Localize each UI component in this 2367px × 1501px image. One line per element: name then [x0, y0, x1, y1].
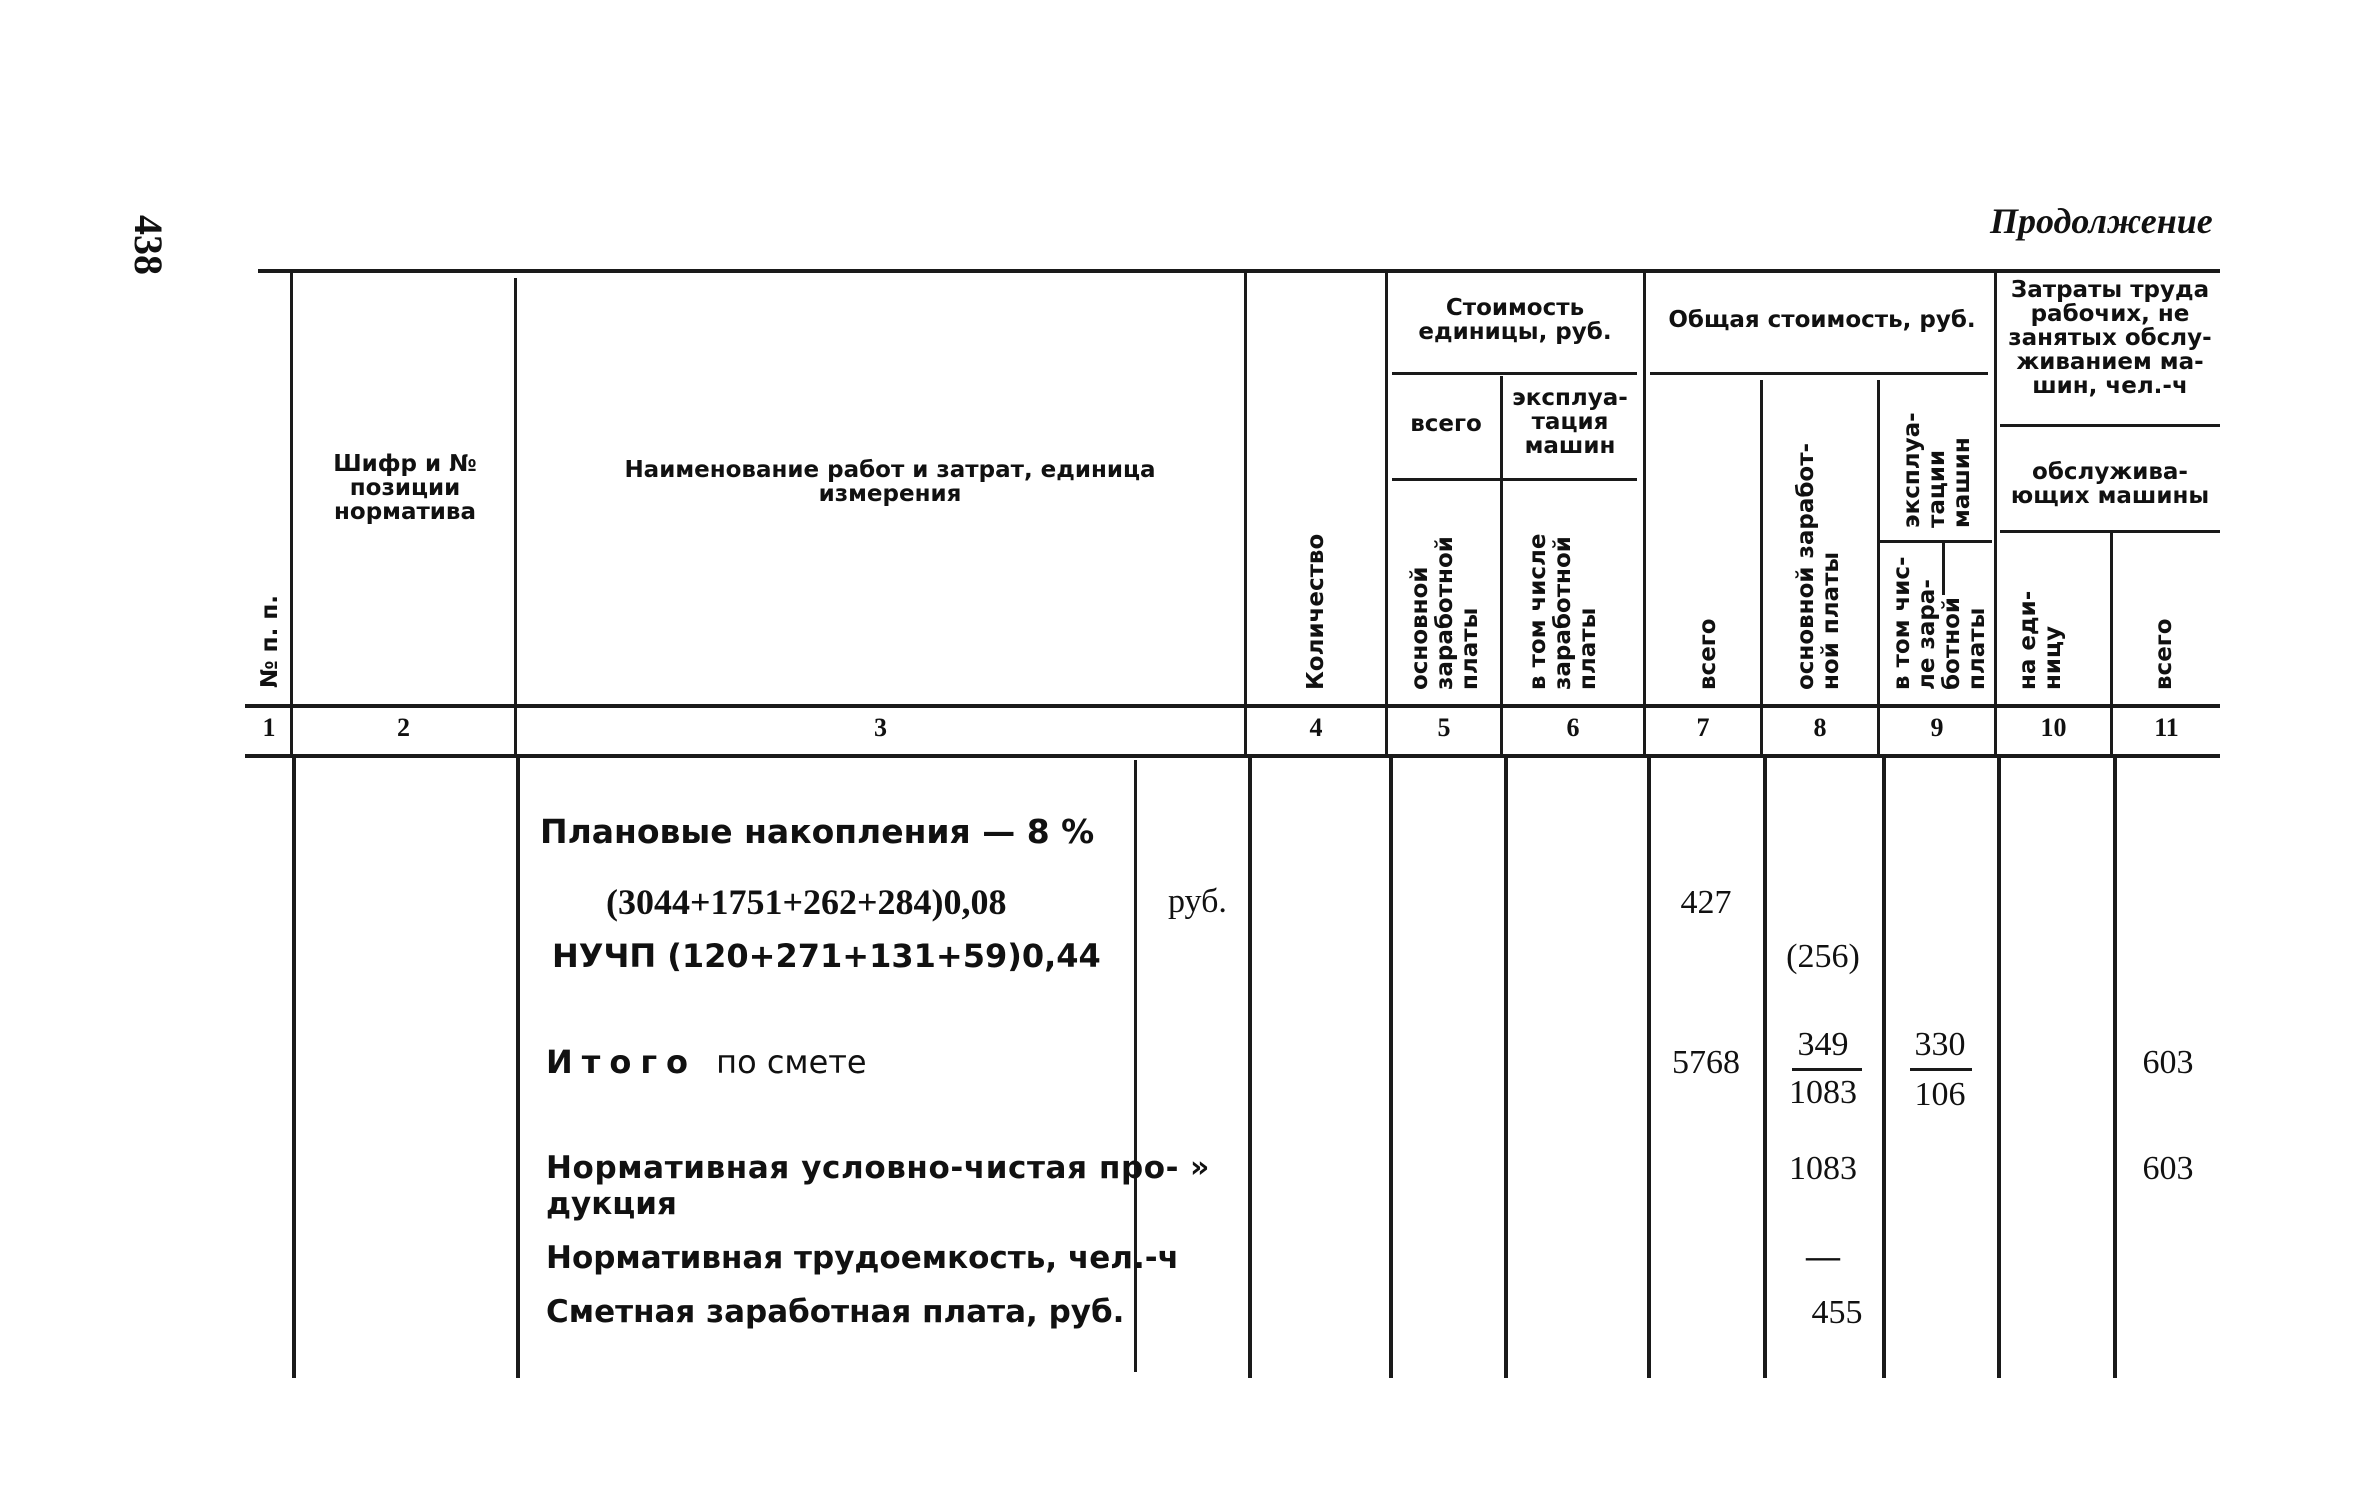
numbers-bottom-rule	[245, 754, 2220, 758]
nucp-line2: дукция	[546, 1186, 677, 1222]
header-col2: Шифр и № позиции норматива	[333, 451, 477, 525]
table-top-rule	[258, 269, 2220, 273]
itogo-rest: по смете	[716, 1043, 867, 1081]
header-total-cost: Общая стоимость, руб.	[1668, 307, 1976, 333]
col-number-8: 8	[1813, 713, 1827, 742]
header-unit-total: всего	[1410, 411, 1482, 437]
planned-title: Плановые накопления — 8 %	[540, 812, 1095, 851]
page-number: 438	[126, 215, 171, 275]
itogo-wage-denominator: 1083	[1789, 1074, 1857, 1111]
itogo-labor: 603	[2142, 1044, 2194, 1081]
header-bottom-rule	[245, 704, 2220, 708]
header-col6: в том числе заработной платы	[1525, 533, 1601, 690]
header-unit-cost: Стоимость единицы, руб.	[1418, 295, 1612, 345]
col-number-6: 6	[1566, 713, 1580, 742]
col-number-10: 10	[2040, 713, 2067, 742]
itogo-total: 5768	[1672, 1044, 1740, 1081]
wage-fund-label: Сметная заработная плата, руб.	[546, 1294, 1125, 1330]
col-number-5: 5	[1437, 713, 1451, 742]
header-col3: Наименование работ и затрат, единица измерения	[624, 457, 1156, 507]
header-labor: Затраты труда рабочих, не занятых обслу-живанием ма-шин, чел.-ч	[2008, 277, 2212, 399]
itogo-wage-fraction-bar	[1792, 1068, 1862, 1071]
itogo-wage-numerator: 349	[1797, 1026, 1849, 1063]
nucp-line1: Нормативная условно-чистая про-	[546, 1150, 1180, 1186]
itogo-machine-denominator: 106	[1914, 1076, 1966, 1113]
header-labor-sub: обслужива-ющих машины	[2010, 459, 2210, 509]
itogo-machine-fraction-bar	[1910, 1068, 1972, 1071]
col-number-1: 1	[262, 713, 276, 742]
planned-total: 427	[1680, 884, 1732, 921]
header-col10: на еди- ницу	[2015, 590, 2066, 690]
itogo-label	[546, 1044, 867, 1080]
col-number-11: 11	[2154, 713, 2179, 742]
labor-intensity-label: Нормативная трудоемкость, чел.-ч	[546, 1240, 1179, 1276]
header-col9-top: эксплуа- тации машин	[1899, 412, 1975, 528]
header-col8: основной заработ- ной платы	[1793, 442, 1844, 690]
header-col9-bottom: в том чис- ле зара- ботной платы	[1889, 556, 1990, 690]
nucp-wage: 1083	[1789, 1150, 1857, 1187]
itogo-spaced: Итого	[546, 1043, 698, 1081]
col-number-2: 2	[397, 713, 410, 742]
col-number-7: 7	[1696, 713, 1710, 742]
header-col11: всего	[2151, 618, 2177, 690]
col-number-9: 9	[1930, 713, 1944, 742]
continuation-title: Продолжение	[1990, 201, 2213, 241]
header-col7: всего	[1695, 618, 1721, 690]
col-number-3: 3	[874, 713, 887, 742]
header-unit-machine: эксплуа-тация машин	[1512, 385, 1628, 459]
labor-intensity-value: —	[1806, 1238, 1840, 1275]
nuchp-wage: (256)	[1786, 938, 1860, 975]
nucp-unit: »	[1190, 1150, 1210, 1185]
planned-unit: руб.	[1168, 883, 1227, 920]
header-col4: Количество	[1303, 533, 1329, 690]
itogo-machine-numerator: 330	[1914, 1026, 1966, 1063]
wage-fund-value: 455	[1811, 1294, 1863, 1331]
header-col1: № п. п.	[257, 595, 283, 688]
planned-formula: (3044+1751+262+284)0,08	[606, 882, 1007, 922]
nuchp-row: НУЧП (120+271+131+59)0,44	[552, 937, 1101, 975]
nucp-labor: 603	[2142, 1150, 2194, 1187]
col-number-4: 4	[1309, 713, 1323, 742]
header-col5: основной заработной платы	[1407, 536, 1483, 690]
